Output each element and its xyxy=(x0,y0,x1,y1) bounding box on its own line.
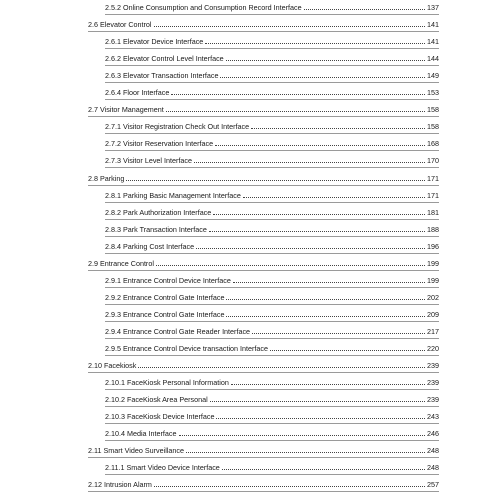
toc-leader-dots xyxy=(220,77,425,78)
toc-leader-dots xyxy=(251,128,425,129)
toc-entry-page: 220 xyxy=(427,344,439,353)
toc-leader-dots xyxy=(154,26,425,27)
toc-leader-dots xyxy=(209,231,425,232)
toc-entry-title: 2.7.2 Visitor Reservation Interface xyxy=(105,139,214,149)
toc-entry[interactable] xyxy=(105,377,439,390)
toc-entry[interactable] xyxy=(105,309,439,322)
toc-entry-title: 2.9.2 Entrance Control Gate Interface xyxy=(105,292,225,302)
toc-entry-page: 158 xyxy=(427,122,439,132)
toc-entry-title: 2.8 Parking xyxy=(88,173,125,183)
toc-entry-page: 141 xyxy=(427,20,439,30)
toc-entry[interactable] xyxy=(105,36,439,49)
toc-entry[interactable] xyxy=(105,411,439,424)
toc-entry[interactable] xyxy=(88,258,439,271)
toc-entry-title: 2.10.3 FaceKiosk Device Interface xyxy=(105,412,215,422)
toc-leader-dots xyxy=(252,333,425,334)
toc-entry-page: 246 xyxy=(427,429,439,439)
toc-entry-page: 144 xyxy=(427,54,439,64)
toc-entry-title: 2.6.2 Elevator Control Level Interface xyxy=(105,54,224,64)
toc-entry-page: 199 xyxy=(427,275,439,285)
toc-leader-dots xyxy=(215,145,425,146)
toc-entry[interactable] xyxy=(88,19,439,32)
toc-leader-dots xyxy=(226,60,425,61)
toc-entry-title: 2.11.1 Smart Video Device Interface xyxy=(105,463,220,473)
toc-entry-page: 199 xyxy=(427,258,439,268)
toc-leader-dots xyxy=(205,43,425,44)
toc-entry[interactable] xyxy=(105,224,439,237)
toc-entry-title: 2.10 Facekiosk xyxy=(88,361,137,371)
toc-entry-page: 239 xyxy=(427,378,439,388)
toc-entry-page: 243 xyxy=(427,412,439,422)
toc-entry-title: 2.11 Smart Video Surveillance xyxy=(88,446,185,456)
toc-leader-dots xyxy=(186,452,425,453)
toc-entry[interactable] xyxy=(105,462,439,475)
toc-entry-page: 171 xyxy=(427,173,439,183)
toc-entry[interactable] xyxy=(105,2,439,15)
toc-entry-page: 171 xyxy=(427,190,439,200)
toc-entry[interactable] xyxy=(105,155,439,168)
toc-entry[interactable] xyxy=(105,428,439,441)
toc-entry-title: 2.10.4 Media Interface xyxy=(105,429,177,439)
toc-entry-title: 2.9.5 Entrance Control Device transaction Interface xyxy=(105,344,269,353)
toc-leader-dots xyxy=(196,248,425,249)
toc-leader-dots xyxy=(210,401,425,402)
toc-entry-page: 137 xyxy=(427,3,439,12)
toc-entry[interactable] xyxy=(105,292,439,305)
toc-entry[interactable] xyxy=(88,360,439,373)
toc-leader-dots xyxy=(226,299,425,300)
toc-entry-title: 2.8.2 Park Authorization Interface xyxy=(105,207,212,217)
toc-entry[interactable] xyxy=(105,121,439,134)
toc-entry[interactable] xyxy=(105,87,439,100)
toc-leader-dots xyxy=(138,367,425,368)
toc-entry-title: 2.9.1 Entrance Control Device Interface xyxy=(105,275,231,285)
toc-entry-title: 2.6.4 Floor Interface xyxy=(105,88,170,98)
toc-leader-dots xyxy=(304,9,425,10)
toc-leader-dots xyxy=(231,384,425,385)
toc-entry-title: 2.9 Entrance Control xyxy=(88,258,154,268)
toc-entry-page: 181 xyxy=(427,207,439,217)
toc-entry-page: 170 xyxy=(427,156,439,166)
toc-entry-page: 248 xyxy=(427,463,439,473)
toc-entry[interactable] xyxy=(105,53,439,66)
toc-entry-title: 2.7.3 Visitor Level Interface xyxy=(105,156,192,166)
toc-entry-title: 2.12 Intrusion Alarm xyxy=(88,480,152,490)
toc-entry-page: 209 xyxy=(427,309,439,319)
toc-entry-page: 196 xyxy=(427,241,439,251)
toc-entry-page: 168 xyxy=(427,139,439,149)
toc-leader-dots xyxy=(216,418,425,419)
toc-entry-page: 158 xyxy=(427,105,439,115)
toc-entry-title: 2.6.3 Elevator Transaction Interface xyxy=(105,71,219,81)
toc-leader-dots xyxy=(226,316,425,317)
toc-entry-title: 2.9.3 Entrance Control Gate Interface xyxy=(105,309,225,319)
toc-entry[interactable] xyxy=(105,394,439,407)
toc-entry-page: 188 xyxy=(427,224,439,234)
toc-leader-dots xyxy=(194,162,425,163)
toc-entry-page: 217 xyxy=(427,326,439,336)
toc-leader-dots xyxy=(213,214,425,215)
toc-entry-page: 257 xyxy=(427,480,439,490)
toc-entry[interactable] xyxy=(105,190,439,203)
toc-entry[interactable] xyxy=(105,275,439,288)
toc-entry-page: 153 xyxy=(427,88,439,98)
toc-entry-title: 2.9.4 Entrance Control Gate Reader Interface xyxy=(105,326,251,336)
toc-leader-dots xyxy=(233,282,425,283)
toc-entry-title: 2.8.1 Parking Basic Management Interface xyxy=(105,190,241,200)
toc-entry-title: 2.7 Visitor Management xyxy=(88,105,164,115)
toc-entry-page: 141 xyxy=(427,37,439,47)
toc-entry-title: 2.8.4 Parking Cost Interface xyxy=(105,241,195,251)
toc-leader-dots xyxy=(222,469,425,470)
toc-entry[interactable] xyxy=(105,343,439,356)
toc-entry-title: 2.5.2 Online Consumption and Consumption Record Interface xyxy=(105,3,302,12)
toc-leader-dots xyxy=(270,350,425,351)
toc-entry-page: 248 xyxy=(427,446,439,456)
toc-entry-page: 149 xyxy=(427,71,439,81)
toc-entry-page: 202 xyxy=(427,292,439,302)
toc-entry-title: 2.6 Elevator Control xyxy=(88,20,152,30)
toc-leader-dots xyxy=(126,180,425,181)
toc-entry-title: 2.6.1 Elevator Device Interface xyxy=(105,37,204,47)
toc-entry-title: 2.10.2 FaceKiosk Area Personal xyxy=(105,395,208,405)
toc-entry-page: 239 xyxy=(427,395,439,405)
toc-entry[interactable] xyxy=(105,241,439,254)
toc-entry-title: 2.10.1 FaceKiosk Personal Information xyxy=(105,378,229,388)
toc-entry[interactable] xyxy=(88,445,439,458)
toc-entry-title: 2.7.1 Visitor Registration Check Out Interface xyxy=(105,122,250,132)
toc-leader-dots xyxy=(171,94,425,95)
toc-entry[interactable] xyxy=(88,104,439,117)
toc-leader-dots xyxy=(243,197,425,198)
toc-entry-page: 239 xyxy=(427,361,439,371)
toc-entry[interactable] xyxy=(88,173,439,186)
toc-entry[interactable] xyxy=(105,326,439,339)
toc-entry[interactable] xyxy=(105,207,439,220)
toc-entry-title: 2.8.3 Park Transaction Interface xyxy=(105,224,207,234)
toc-entry[interactable] xyxy=(105,138,439,151)
toc-entry[interactable] xyxy=(88,479,439,492)
toc-leader-dots xyxy=(156,265,425,266)
toc-entry[interactable] xyxy=(105,70,439,83)
toc-leader-dots xyxy=(154,486,425,487)
toc-leader-dots xyxy=(179,435,425,436)
toc-leader-dots xyxy=(166,111,425,112)
